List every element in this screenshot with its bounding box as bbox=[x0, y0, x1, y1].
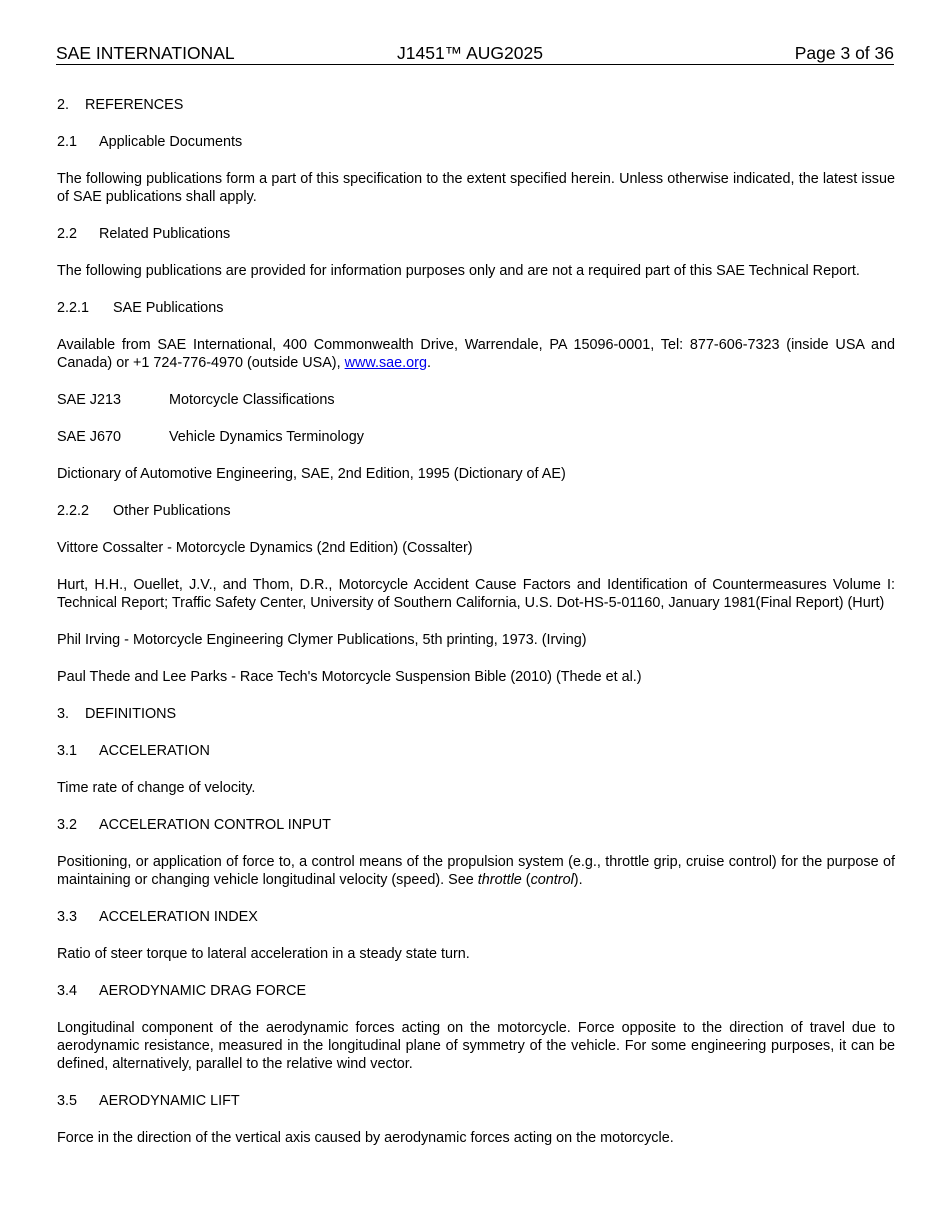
definition-heading-aerodynamic-lift bbox=[57, 1092, 895, 1110]
reference-item: Phil Irving - Motorcycle Engineering Clymer Publications, 5th printing, 1973. (Irving) bbox=[57, 632, 587, 648]
section-title: ACCELERATION INDEX bbox=[99, 909, 258, 925]
section-number: 3.1 bbox=[57, 743, 78, 759]
section-title: Other Publications bbox=[113, 503, 231, 519]
section-number: 2.1 bbox=[57, 134, 78, 150]
section-title: Related Publications bbox=[99, 226, 231, 242]
section-title: SAE Publications bbox=[113, 300, 224, 316]
section-heading-other-publications bbox=[57, 502, 895, 520]
reference-code: SAE J213 bbox=[57, 392, 121, 408]
definition-text: Longitudinal component of the aerodynamic forces acting on the motorcycle. Force opposite to the direction of travel due to aerodynamic resistance, measured in the longitudinal plane of symmetry of the vehicle. For some engineering purposes, it can be defined, alternatively, parallel to the relative wind vector. bbox=[57, 1020, 895, 1072]
document-body bbox=[57, 96, 895, 1166]
reference-dictionary: Dictionary of Automotive Engineering, SAE, 2nd Edition, 1995 (Dictionary of AE) bbox=[57, 466, 566, 482]
reference-item: Vittore Cossalter - Motorcycle Dynamics (2nd Edition) (Cossalter) bbox=[57, 540, 473, 556]
section-number: 3.5 bbox=[57, 1093, 78, 1109]
see-term-control: control bbox=[530, 872, 574, 888]
section-title: DEFINITIONS bbox=[85, 706, 177, 722]
header-organization: SAE INTERNATIONAL bbox=[56, 43, 235, 63]
section-heading-references bbox=[57, 96, 895, 114]
section-title: ACCELERATION bbox=[99, 743, 210, 759]
section-heading-applicable-documents bbox=[57, 133, 895, 151]
definition-text-body: Positioning, or application of force to, a control means of the propulsion system (e.g., throttle grip, cruise control) for the purpose of maintaining or changing vehicle longitudinal velocity (speed). See bbox=[57, 854, 895, 888]
paragraph-sae-availability bbox=[57, 336, 895, 372]
section-number: 3.3 bbox=[57, 909, 78, 925]
section-title: AERODYNAMIC LIFT bbox=[99, 1093, 240, 1109]
availability-text: Available from SAE International, 400 Commonwealth Drive, Warrendale, PA 15096-0001, Tel: 877-606-7323 (inside USA and Canada) or +1 724-776-4970 (outside USA), bbox=[57, 337, 895, 371]
definition-text: Ratio of steer torque to lateral acceleration in a steady state turn. bbox=[57, 946, 470, 962]
definition-text: Force in the direction of the vertical axis caused by aerodynamic forces acting on the motorcycle. bbox=[57, 1130, 674, 1146]
reference-row bbox=[57, 391, 895, 409]
reference-code: SAE J670 bbox=[57, 429, 121, 445]
page-header bbox=[56, 43, 894, 65]
section-number: 2. bbox=[57, 97, 70, 113]
section-title: Applicable Documents bbox=[99, 134, 243, 150]
definition-text bbox=[57, 853, 895, 889]
sae-website-link[interactable]: www.sae.org bbox=[344, 355, 427, 371]
header-page-number: Page 3 of 36 bbox=[794, 43, 894, 63]
section-number: 3.4 bbox=[57, 983, 78, 999]
section-number: 3.2 bbox=[57, 817, 78, 833]
section-title: ACCELERATION CONTROL INPUT bbox=[99, 817, 331, 833]
section-title: AERODYNAMIC DRAG FORCE bbox=[99, 983, 307, 999]
reference-row bbox=[57, 428, 895, 446]
definition-heading-aerodynamic-drag-force bbox=[57, 982, 895, 1000]
paragraph-related-publications: The following publications are provided for information purposes only and are not a required part of this SAE Technical Report. bbox=[57, 263, 860, 279]
reference-item: Paul Thede and Lee Parks - Race Tech's Motorcycle Suspension Bible (2010) (Thede et al.) bbox=[57, 669, 642, 685]
section-heading-related-publications bbox=[57, 225, 895, 243]
definition-heading-acceleration-index bbox=[57, 908, 895, 926]
section-number: 2.2.1 bbox=[57, 300, 90, 316]
reference-item: Hurt, H.H., Ouellet, J.V., and Thom, D.R., Motorcycle Accident Cause Factors and Identification of Countermeasures Volume I: Technical Report; Traffic Safety Center, University of Southern California, U.S. Dot-HS-5-01160, January 1981(Final Report) (Hurt) bbox=[57, 577, 895, 611]
see-end: ). bbox=[573, 872, 583, 888]
paragraph-applicable-documents: The following publications form a part of this specification to the extent specified herein. Unless otherwise indicated, the latest issue of SAE publications shall apply. bbox=[57, 171, 895, 205]
reference-title: Motorcycle Classifications bbox=[169, 392, 335, 408]
definition-text: Time rate of change of velocity. bbox=[57, 780, 256, 796]
definition-heading-acceleration bbox=[57, 742, 895, 760]
see-term-throttle: throttle bbox=[477, 872, 522, 888]
see-separator: ( bbox=[521, 872, 531, 888]
header-document-id: J1451™ AUG2025 bbox=[397, 43, 543, 63]
section-number: 2.2 bbox=[57, 226, 78, 242]
reference-title: Vehicle Dynamics Terminology bbox=[169, 429, 364, 445]
section-title: REFERENCES bbox=[85, 97, 184, 113]
section-number: 2.2.2 bbox=[57, 503, 90, 519]
section-heading-definitions bbox=[57, 705, 895, 723]
definition-heading-acceleration-control-input bbox=[57, 816, 895, 834]
section-number: 3. bbox=[57, 706, 70, 722]
section-heading-sae-publications bbox=[57, 299, 895, 317]
availability-text-end: . bbox=[426, 355, 431, 371]
